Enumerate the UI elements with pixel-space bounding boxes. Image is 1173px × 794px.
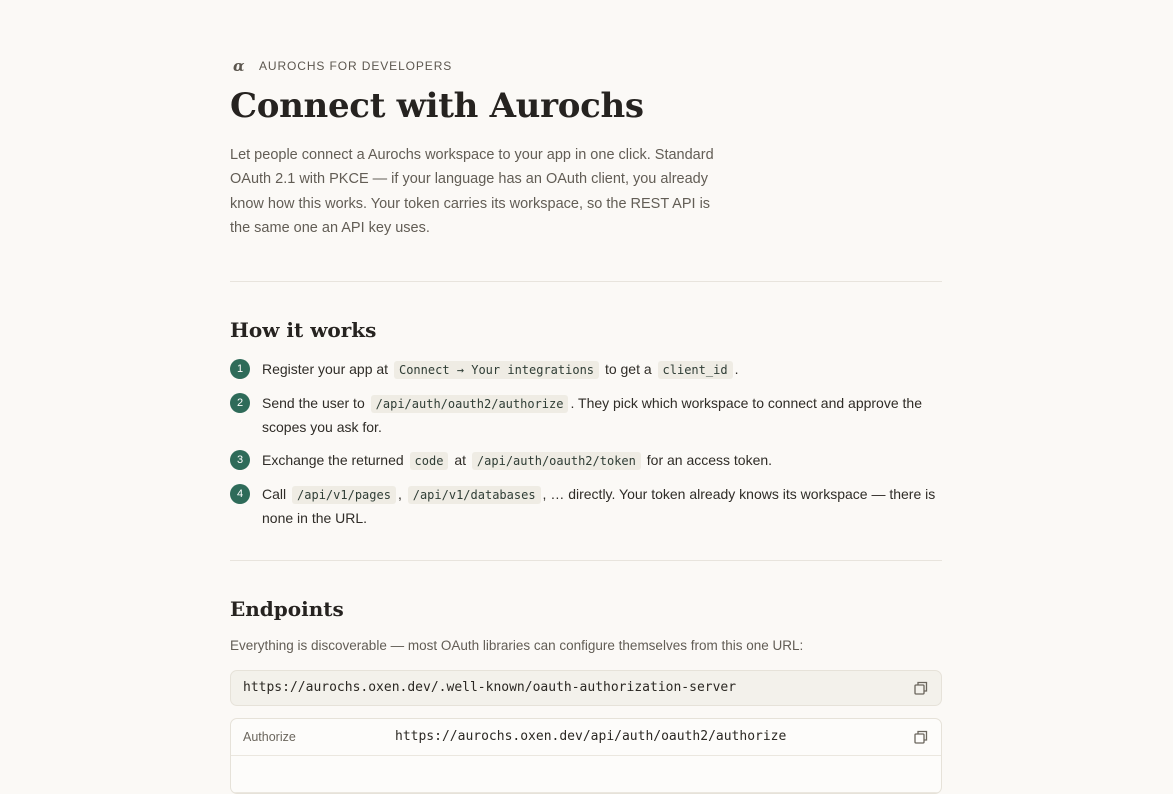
table-row bbox=[231, 719, 941, 756]
steps-list bbox=[230, 358, 942, 530]
endpoints-table bbox=[230, 718, 942, 794]
copy-icon[interactable] bbox=[913, 729, 929, 745]
endpoints-heading: Endpoints bbox=[230, 597, 344, 622]
discovery-url[interactable]: https://aurochs.oxen.dev/.well-known/oauth-authorization-server bbox=[243, 680, 737, 696]
step-text-segment: at bbox=[454, 452, 467, 469]
section-divider bbox=[230, 560, 942, 561]
eyebrow bbox=[230, 57, 942, 75]
svg-text:α: α bbox=[233, 58, 245, 74]
inline-code: client_id bbox=[658, 361, 733, 379]
step-1 bbox=[230, 358, 942, 382]
step-text-segment: Call bbox=[262, 486, 287, 503]
step-text-segment: , … directly. Your token already knows its workspace — there is none in the URL. bbox=[262, 486, 936, 527]
endpoint-label: Authorize bbox=[243, 729, 296, 744]
endpoint-url[interactable]: https://aurochs.oxen.dev/api/auth/oauth2/authorize bbox=[395, 729, 787, 745]
step-text bbox=[262, 392, 942, 439]
table-row bbox=[231, 756, 941, 793]
step-number-badge: 4 bbox=[230, 484, 250, 504]
inline-code: Connect → Your integrations bbox=[394, 361, 599, 379]
inline-code: code bbox=[410, 452, 449, 470]
step-number-badge: 2 bbox=[230, 393, 250, 413]
step-number-badge: 1 bbox=[230, 359, 250, 379]
endpoints-description: Everything is discoverable — most OAuth libraries can configure themselves from this one URL: bbox=[230, 638, 804, 654]
step-text-segment: Exchange the returned bbox=[262, 452, 404, 469]
inline-code: /api/v1/pages bbox=[292, 486, 396, 504]
step-text bbox=[262, 483, 942, 530]
how-it-works-heading: How it works bbox=[230, 318, 377, 343]
step-text-segment: . bbox=[734, 361, 739, 378]
alpha-logo-icon bbox=[230, 57, 250, 75]
inline-code: /api/auth/oauth2/authorize bbox=[371, 395, 569, 413]
inline-code: /api/v1/databases bbox=[408, 486, 541, 504]
step-text-segment: for an access token. bbox=[646, 452, 773, 469]
step-number-badge: 3 bbox=[230, 450, 250, 470]
step-text-segment: to get a bbox=[604, 361, 652, 378]
copy-icon[interactable] bbox=[913, 680, 929, 696]
step-text-segment: Send the user to bbox=[262, 395, 365, 412]
step-4 bbox=[230, 483, 942, 530]
inline-code: /api/auth/oauth2/token bbox=[472, 452, 641, 470]
step-text-segment: . They pick which workspace to connect and approve the scopes you ask for. bbox=[262, 395, 922, 436]
step-3 bbox=[230, 449, 942, 473]
section-divider bbox=[230, 281, 942, 282]
discovery-url-box bbox=[230, 670, 942, 706]
step-text bbox=[262, 358, 942, 382]
page-content bbox=[230, 0, 942, 794]
step-text-segment: , bbox=[397, 486, 402, 503]
page-title: Connect with Aurochs bbox=[230, 86, 644, 126]
step-text bbox=[262, 449, 942, 473]
step-2 bbox=[230, 392, 942, 439]
step-text-segment: Register your app at bbox=[262, 361, 389, 378]
eyebrow-label: AUROCHS FOR DEVELOPERS bbox=[259, 59, 453, 73]
intro-paragraph: Let people connect a Aurochs workspace to your app in one click. Standard OAuth 2.1 with PKCE — if your language has an OAuth client, you already know how this works. Your token carries its workspace, so the REST API is the same one an API key uses. bbox=[230, 147, 714, 236]
